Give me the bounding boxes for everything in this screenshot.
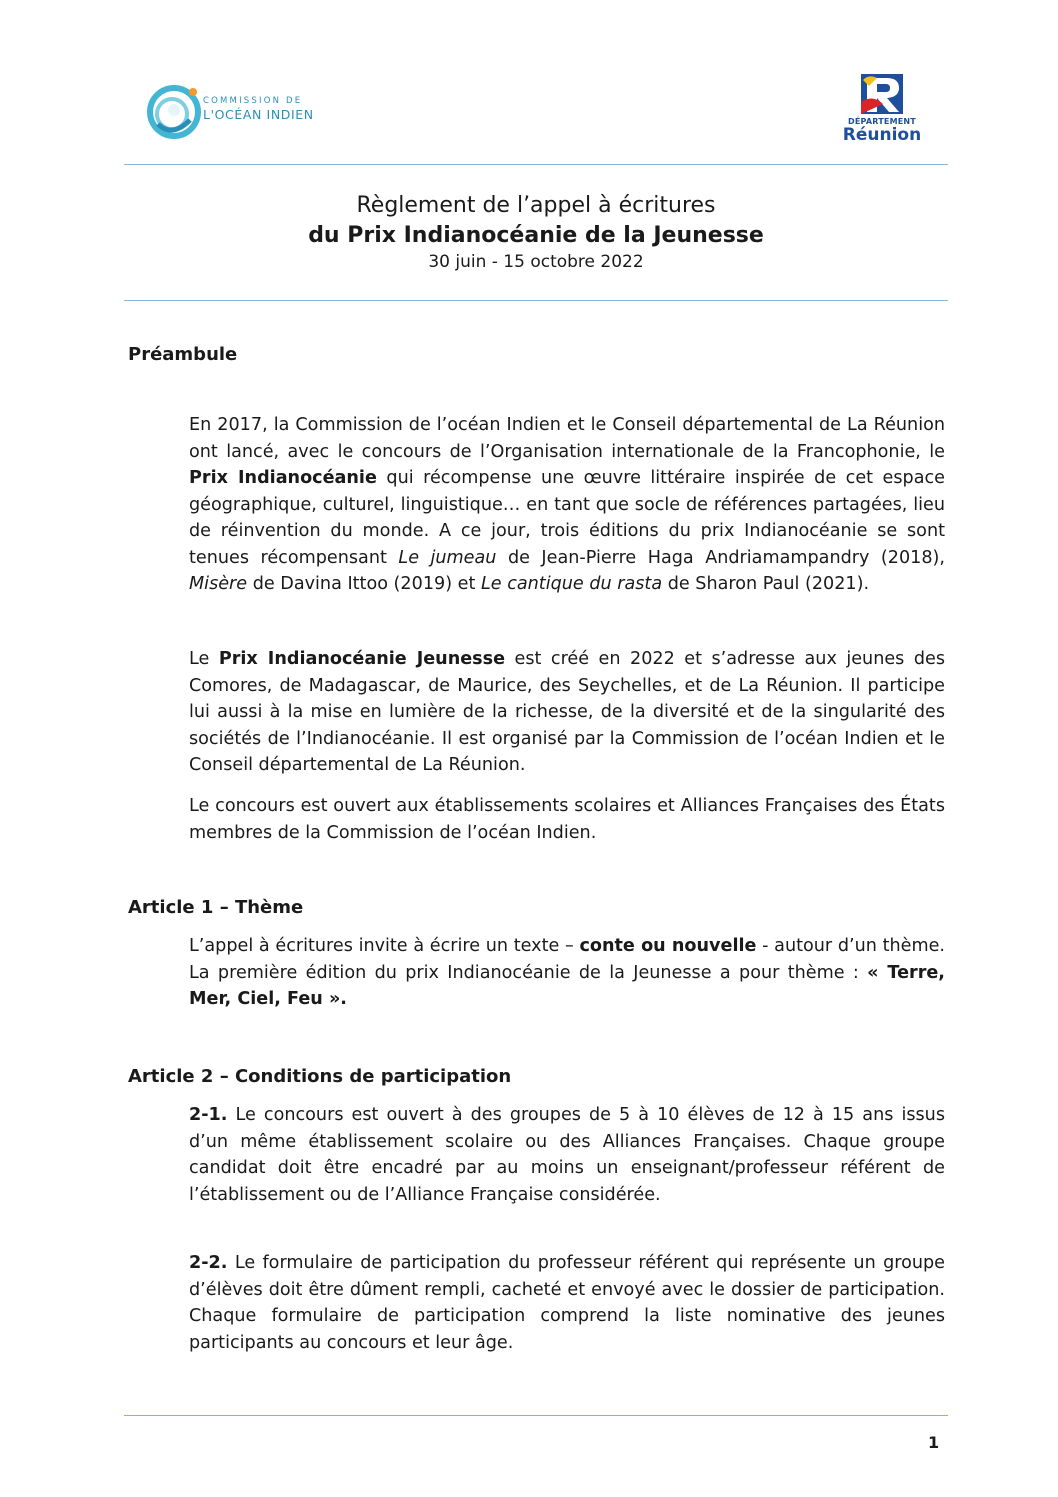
text-run: Le concours est ouvert à des groupes de 5 à 10 élèves de 12 à 15 ans issus d’un même établissement scolaire ou des Alliances Françaises. Chaque groupe candidat doit être encadré par au moins un enseignant/professeur référent de l’établissement ou de l’Alliance Française considérée. bbox=[189, 1105, 945, 1205]
clause-number: 2-1. bbox=[189, 1105, 228, 1125]
text-run: L’appel à écritures invite à écrire un texte – bbox=[189, 936, 580, 956]
coi-logo-line2: L'OCÉAN INDIEN bbox=[203, 106, 314, 122]
title-line1: Règlement de l’appel à écritures bbox=[356, 193, 716, 218]
italic-title: Misère bbox=[189, 574, 248, 594]
text-run: Le formulaire de participation du professeur référent qui représente un groupe d’élèves doit être dûment rempli, cacheté et envoyé avec le dossier de participation. Chaque formulaire de participation comprend la liste nominative des jeunes participants au concours et leur âge. bbox=[189, 1253, 945, 1353]
footer-divider bbox=[124, 1415, 948, 1416]
reunion-logo-line1: DÉPARTEMENT bbox=[848, 117, 916, 126]
text-run: de Davina Ittoo (2019) et bbox=[247, 574, 481, 594]
bold-text: conte ou nouvelle bbox=[579, 936, 757, 956]
text-run: - autour d’un thème. La première édition du prix Indianocéanie de la Jeunesse a pour thème : bbox=[189, 936, 945, 983]
coi-logo-line1: COMMISSION DE bbox=[203, 96, 303, 106]
text-run: de Sharon Paul (2021). bbox=[662, 574, 870, 594]
title-line2: du Prix Indianocéanie de la Jeunesse bbox=[308, 223, 764, 248]
coi-logo bbox=[146, 80, 346, 146]
reunion-logo bbox=[838, 72, 926, 158]
page-number: 1 bbox=[928, 1433, 940, 1452]
reunion-r-emblem-icon bbox=[859, 72, 905, 116]
text-run: En 2017, la Commission de l’océan Indien et le Conseil départemental de La Réunion ont lancé, avec le concours de l’Organisation internationale de la Francophonie, le bbox=[189, 415, 945, 462]
preambule-heading: Préambule bbox=[128, 344, 238, 365]
bold-text: « Terre, Mer, Ciel, Feu ». bbox=[189, 962, 945, 1009]
article2-paragraph-2 bbox=[189, 1250, 945, 1356]
italic-title: Le cantique du rasta bbox=[480, 574, 663, 594]
text-run: est créé en 2022 et s’adresse aux jeunes des Comores, de Madagascar, de Maurice, des Seychelles, et de La Réunion. Il participe lui aussi à la mise en lumière de la richesse, de la diversité et de la singularité des sociétés de l’Indianocéanie. Il est organisé par la Commission de l’océan Indien et le Conseil départemental de La Réunion. bbox=[189, 649, 945, 775]
preambule-paragraph-3: Le concours est ouvert aux établissements scolaires et Alliances Françaises des États membres de la Commission de l’océan Indien. bbox=[189, 796, 945, 843]
coi-logo-text bbox=[203, 97, 314, 121]
text-run: de Jean-Pierre Haga Andriamampandry (2018), bbox=[496, 547, 946, 568]
title-dates: 30 juin - 15 octobre 2022 bbox=[428, 252, 644, 272]
clause-number: 2-2. bbox=[189, 1253, 228, 1273]
article2-paragraph-1 bbox=[189, 1102, 945, 1208]
header-divider bbox=[124, 164, 948, 165]
article2-heading: Article 2 – Conditions de participation bbox=[128, 1066, 512, 1087]
document-title bbox=[124, 191, 948, 274]
text-run: Le bbox=[189, 649, 219, 669]
coi-emblem-icon bbox=[146, 80, 202, 142]
italic-title: Le jumeau bbox=[398, 547, 497, 568]
title-divider bbox=[124, 300, 948, 301]
bold-text: Prix Indianocéanie Jeunesse bbox=[218, 649, 506, 669]
text-run: qui récompense une œuvre littéraire inspirée de cet espace géographique, culturel, linguistique… en tant que socle de références partagées, lieu de réinvention du monde. A ce jour, trois éditions du prix Indianocéanie se sont tenues récompensant bbox=[189, 468, 945, 568]
preambule-paragraph-2 bbox=[189, 646, 945, 779]
preambule-paragraph-1 bbox=[189, 412, 945, 598]
article1-heading: Article 1 – Thème bbox=[128, 897, 304, 918]
bold-text: Prix Indianocéanie bbox=[189, 468, 377, 488]
reunion-logo-line2: Réunion bbox=[842, 125, 922, 145]
article1-paragraph bbox=[189, 933, 945, 1013]
